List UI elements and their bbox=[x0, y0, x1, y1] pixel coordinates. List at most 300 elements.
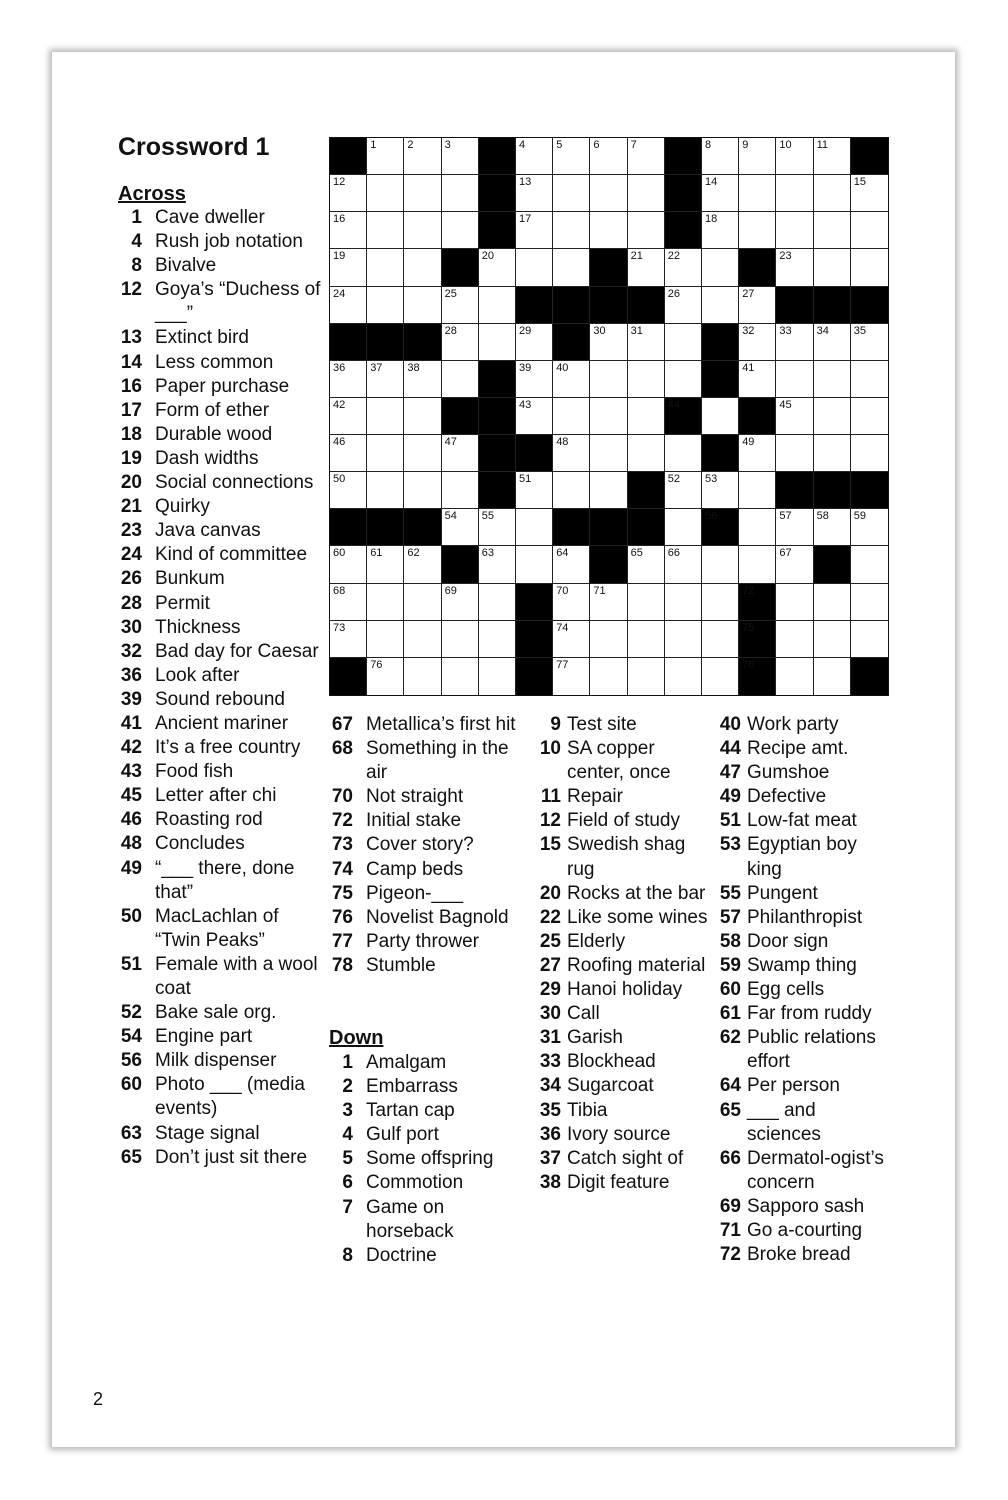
cell-number: 15 bbox=[853, 176, 867, 189]
clue-number: 4 bbox=[131, 231, 142, 253]
clue-number: 44 bbox=[719, 738, 741, 760]
grid-cell[interactable] bbox=[367, 435, 404, 472]
grid-cell[interactable] bbox=[516, 138, 553, 175]
grid-cell[interactable] bbox=[851, 584, 888, 621]
grid-cell[interactable] bbox=[851, 509, 888, 546]
grid-cell[interactable] bbox=[851, 435, 888, 472]
cell-number: 40 bbox=[556, 361, 569, 374]
grid-cell[interactable] bbox=[516, 324, 553, 361]
clue-item bbox=[323, 1171, 533, 1195]
grid-cell[interactable] bbox=[814, 435, 851, 472]
grid-cell[interactable] bbox=[851, 398, 888, 435]
grid-cell[interactable] bbox=[553, 546, 590, 583]
clue-number: 20 bbox=[120, 472, 142, 494]
grid-cell[interactable] bbox=[330, 212, 367, 249]
grid-cell[interactable] bbox=[851, 546, 888, 583]
clue-number: 32 bbox=[120, 640, 142, 662]
grid-block bbox=[814, 472, 851, 509]
grid-cell[interactable] bbox=[776, 584, 813, 621]
grid-cell[interactable] bbox=[553, 435, 590, 472]
grid-cell[interactable] bbox=[330, 249, 367, 286]
grid-cell[interactable] bbox=[851, 212, 888, 249]
grid-cell[interactable] bbox=[516, 361, 553, 398]
clue-number: 9 bbox=[550, 714, 561, 735]
grid-cell[interactable] bbox=[367, 361, 404, 398]
grid-cell[interactable] bbox=[665, 621, 702, 658]
grid-block bbox=[776, 287, 813, 324]
grid-cell[interactable] bbox=[702, 175, 739, 212]
grid-cell[interactable] bbox=[628, 621, 665, 658]
cell-number: 41 bbox=[742, 361, 755, 374]
clue-item bbox=[112, 784, 322, 808]
grid-cell[interactable] bbox=[814, 621, 851, 658]
grid-cell[interactable] bbox=[628, 175, 665, 212]
grid-cell[interactable] bbox=[776, 621, 813, 658]
grid-cell[interactable] bbox=[776, 324, 813, 361]
cell-number: 44 bbox=[667, 398, 681, 411]
cell-number: 26 bbox=[667, 287, 681, 300]
grid-cell[interactable] bbox=[628, 212, 665, 249]
cell-number: 36 bbox=[333, 361, 346, 374]
grid-cell[interactable] bbox=[590, 138, 627, 175]
grid-cell[interactable] bbox=[404, 287, 441, 324]
grid-cell[interactable] bbox=[739, 472, 776, 509]
grid-cell[interactable] bbox=[516, 472, 553, 509]
clue-text: Recipe amt. bbox=[747, 738, 849, 760]
grid-cell[interactable] bbox=[442, 658, 479, 695]
clue-item bbox=[323, 1075, 533, 1099]
grid-cell[interactable] bbox=[776, 398, 813, 435]
grid-cell[interactable] bbox=[665, 509, 702, 546]
grid-cell[interactable] bbox=[665, 546, 702, 583]
grid-cell[interactable] bbox=[628, 546, 665, 583]
grid-cell[interactable] bbox=[479, 509, 516, 546]
grid-cell[interactable] bbox=[553, 658, 590, 695]
clue-number: 3 bbox=[342, 1100, 353, 1122]
grid-cell[interactable] bbox=[702, 138, 739, 175]
clue-text: Java canvas bbox=[155, 520, 261, 542]
clue-number: 40 bbox=[719, 714, 741, 735]
grid-cell[interactable] bbox=[516, 212, 553, 249]
clue-text: Garish bbox=[567, 1027, 623, 1049]
clue-text: Novelist Bagnold bbox=[366, 906, 509, 928]
clue-item bbox=[323, 930, 533, 954]
clue-item bbox=[531, 1026, 711, 1050]
grid-cell[interactable] bbox=[404, 621, 441, 658]
grid-cell[interactable] bbox=[814, 138, 851, 175]
grid-cell[interactable] bbox=[628, 658, 665, 695]
grid-cell[interactable] bbox=[442, 361, 479, 398]
grid-cell[interactable] bbox=[479, 287, 516, 324]
grid-cell[interactable] bbox=[516, 546, 553, 583]
grid-block bbox=[628, 509, 665, 546]
across-heading: Across bbox=[118, 183, 186, 205]
clue-text: Repair bbox=[567, 786, 623, 808]
grid-cell[interactable] bbox=[702, 658, 739, 695]
grid-block bbox=[479, 138, 516, 175]
grid-block bbox=[553, 509, 590, 546]
grid-cell[interactable] bbox=[330, 398, 367, 435]
grid-cell[interactable] bbox=[851, 324, 888, 361]
clue-item bbox=[711, 785, 891, 809]
grid-cell[interactable] bbox=[628, 324, 665, 361]
grid-block bbox=[851, 472, 888, 509]
clue-text: Egg cells bbox=[747, 979, 825, 1001]
grid-cell[interactable] bbox=[665, 249, 702, 286]
grid-block bbox=[739, 249, 776, 286]
clue-item bbox=[711, 1026, 891, 1074]
clue-text: Something in the air bbox=[366, 738, 509, 784]
cell-number: 74 bbox=[556, 621, 569, 634]
grid-cell[interactable] bbox=[367, 287, 404, 324]
grid-cell[interactable] bbox=[516, 509, 553, 546]
cell-number: 59 bbox=[853, 510, 867, 523]
clue-number: 70 bbox=[331, 786, 353, 808]
clue-number: 34 bbox=[539, 1075, 561, 1097]
grid-cell[interactable] bbox=[739, 175, 776, 212]
clue-number: 27 bbox=[539, 954, 561, 976]
grid-cell[interactable] bbox=[330, 361, 367, 398]
grid-cell[interactable] bbox=[516, 175, 553, 212]
cell-number: 21 bbox=[630, 250, 643, 263]
grid-cell[interactable] bbox=[702, 398, 739, 435]
grid-cell[interactable] bbox=[367, 546, 404, 583]
clue-text: Rocks at the bar bbox=[567, 882, 706, 904]
grid-cell[interactable] bbox=[776, 435, 813, 472]
clue-item bbox=[711, 833, 891, 881]
grid-cell[interactable] bbox=[404, 584, 441, 621]
grid-cell[interactable] bbox=[814, 398, 851, 435]
grid-cell[interactable] bbox=[442, 175, 479, 212]
page-number: 2 bbox=[93, 1389, 104, 1409]
page-title: Crossword 1 bbox=[118, 133, 270, 161]
grid-cell[interactable] bbox=[628, 398, 665, 435]
grid-cell[interactable] bbox=[665, 435, 702, 472]
grid-cell[interactable] bbox=[702, 584, 739, 621]
clue-number: 30 bbox=[539, 1003, 561, 1025]
grid-cell[interactable] bbox=[776, 249, 813, 286]
clue-number: 63 bbox=[120, 1122, 142, 1144]
clue-item bbox=[531, 978, 711, 1002]
grid-cell[interactable] bbox=[404, 249, 441, 286]
clue-number: 14 bbox=[120, 351, 142, 373]
grid-block bbox=[516, 435, 553, 472]
cell-number: 49 bbox=[742, 436, 755, 449]
grid-cell[interactable] bbox=[739, 361, 776, 398]
cell-number: 8 bbox=[705, 139, 712, 151]
grid-cell[interactable] bbox=[665, 361, 702, 398]
grid-cell[interactable] bbox=[330, 621, 367, 658]
grid-cell[interactable] bbox=[814, 584, 851, 621]
grid-cell[interactable] bbox=[851, 175, 888, 212]
grid-cell[interactable] bbox=[590, 621, 627, 658]
grid-cell[interactable] bbox=[442, 509, 479, 546]
clue-text: Doctrine bbox=[366, 1244, 437, 1266]
cell-number: 14 bbox=[705, 176, 718, 189]
grid-cell[interactable] bbox=[776, 212, 813, 249]
grid-cell[interactable] bbox=[814, 658, 851, 695]
clue-number: 77 bbox=[331, 930, 353, 952]
grid-cell[interactable] bbox=[590, 324, 627, 361]
grid-cell[interactable] bbox=[479, 584, 516, 621]
grid-cell[interactable] bbox=[404, 361, 441, 398]
clue-number: 35 bbox=[539, 1099, 561, 1121]
grid-cell[interactable] bbox=[590, 175, 627, 212]
clue-number: 71 bbox=[719, 1219, 741, 1241]
grid-cell[interactable] bbox=[739, 287, 776, 324]
grid-cell[interactable] bbox=[590, 658, 627, 695]
cell-number: 6 bbox=[593, 139, 600, 151]
grid-cell[interactable] bbox=[814, 175, 851, 212]
grid-cell[interactable] bbox=[776, 546, 813, 583]
grid-cell[interactable] bbox=[367, 398, 404, 435]
clue-number: 36 bbox=[539, 1123, 561, 1145]
clue-text: Don’t just sit there bbox=[155, 1146, 308, 1168]
grid-cell[interactable] bbox=[628, 361, 665, 398]
clue-item bbox=[323, 1147, 533, 1171]
grid-cell[interactable] bbox=[442, 435, 479, 472]
grid-cell[interactable] bbox=[442, 584, 479, 621]
cell-number: 23 bbox=[779, 250, 792, 263]
grid-cell[interactable] bbox=[814, 249, 851, 286]
clue-item bbox=[531, 882, 711, 906]
clue-number: 31 bbox=[539, 1027, 561, 1049]
clue-text: Sound rebound bbox=[155, 688, 285, 710]
grid-cell[interactable] bbox=[404, 472, 441, 509]
grid-cell[interactable] bbox=[553, 398, 590, 435]
grid-cell[interactable] bbox=[702, 287, 739, 324]
grid-cell[interactable] bbox=[404, 212, 441, 249]
grid-cell[interactable] bbox=[702, 621, 739, 658]
cell-number: 13 bbox=[519, 176, 532, 189]
clue-text: Far from ruddy bbox=[747, 1003, 872, 1025]
clue-item bbox=[531, 833, 711, 881]
grid-cell[interactable] bbox=[553, 175, 590, 212]
grid-cell[interactable] bbox=[479, 546, 516, 583]
grid-cell[interactable] bbox=[442, 621, 479, 658]
grid-cell[interactable] bbox=[330, 287, 367, 324]
grid-cell[interactable] bbox=[330, 175, 367, 212]
grid-cell[interactable] bbox=[553, 361, 590, 398]
grid-cell[interactable] bbox=[330, 435, 367, 472]
grid-cell[interactable] bbox=[628, 138, 665, 175]
cell-number: 20 bbox=[481, 250, 495, 263]
grid-cell[interactable] bbox=[702, 546, 739, 583]
grid-cell[interactable] bbox=[739, 509, 776, 546]
grid-cell[interactable] bbox=[367, 621, 404, 658]
cell-number: 4 bbox=[519, 139, 526, 151]
grid-cell[interactable] bbox=[590, 435, 627, 472]
clue-item bbox=[531, 954, 711, 978]
grid-cell[interactable] bbox=[330, 472, 367, 509]
grid-cell[interactable] bbox=[442, 138, 479, 175]
grid-cell[interactable] bbox=[776, 138, 813, 175]
grid-block bbox=[479, 361, 516, 398]
grid-cell[interactable] bbox=[814, 324, 851, 361]
grid-cell[interactable] bbox=[851, 249, 888, 286]
grid-cell[interactable] bbox=[404, 546, 441, 583]
clue-item bbox=[711, 882, 891, 906]
grid-cell[interactable] bbox=[553, 621, 590, 658]
grid-block bbox=[442, 546, 479, 583]
grid-block bbox=[404, 324, 441, 361]
clue-text: Commotion bbox=[366, 1172, 464, 1194]
grid-cell[interactable] bbox=[702, 249, 739, 286]
grid-cell[interactable] bbox=[628, 435, 665, 472]
cell-number: 58 bbox=[816, 510, 829, 523]
clue-number: 8 bbox=[131, 255, 142, 277]
grid-cell[interactable] bbox=[404, 398, 441, 435]
grid-cell[interactable] bbox=[367, 138, 404, 175]
clue-text: Cover story? bbox=[366, 834, 474, 856]
grid-cell[interactable] bbox=[665, 658, 702, 695]
grid-cell[interactable] bbox=[665, 287, 702, 324]
grid-cell[interactable] bbox=[776, 509, 813, 546]
grid-cell[interactable] bbox=[367, 175, 404, 212]
grid-cell[interactable] bbox=[665, 472, 702, 509]
grid-block bbox=[479, 398, 516, 435]
cell-number: 10 bbox=[779, 139, 792, 151]
grid-cell[interactable] bbox=[553, 584, 590, 621]
clue-number: 50 bbox=[120, 905, 142, 927]
grid-block bbox=[739, 584, 776, 621]
grid-cell[interactable] bbox=[776, 658, 813, 695]
clue-text: Bunkum bbox=[155, 568, 225, 590]
grid-cell[interactable] bbox=[442, 212, 479, 249]
grid-cell[interactable] bbox=[739, 138, 776, 175]
clue-number: 45 bbox=[120, 785, 142, 807]
grid-cell[interactable] bbox=[553, 138, 590, 175]
grid-cell[interactable] bbox=[404, 138, 441, 175]
grid-cell[interactable] bbox=[590, 398, 627, 435]
grid-cell[interactable] bbox=[553, 212, 590, 249]
clue-text: Stage signal bbox=[155, 1122, 260, 1144]
grid-cell[interactable] bbox=[479, 658, 516, 695]
clue-text: Embarrass bbox=[366, 1076, 458, 1098]
grid-cell[interactable] bbox=[479, 324, 516, 361]
clue-text: Like some wines bbox=[567, 906, 708, 928]
grid-cell[interactable] bbox=[590, 472, 627, 509]
grid-cell[interactable] bbox=[404, 435, 441, 472]
clue-text: Goya’s “Duchess of ___” bbox=[155, 279, 321, 325]
clue-item bbox=[112, 375, 322, 399]
clue-number: 49 bbox=[719, 786, 741, 808]
grid-cell[interactable] bbox=[776, 175, 813, 212]
grid-cell[interactable] bbox=[330, 584, 367, 621]
clue-text: Game on horseback bbox=[366, 1196, 454, 1242]
clue-item bbox=[711, 761, 891, 785]
grid-cell[interactable] bbox=[367, 472, 404, 509]
grid-cell[interactable] bbox=[330, 546, 367, 583]
clue-text: Thickness bbox=[155, 616, 241, 638]
grid-cell[interactable] bbox=[814, 212, 851, 249]
clue-item bbox=[323, 906, 533, 930]
grid-cell[interactable] bbox=[628, 584, 665, 621]
grid-cell[interactable] bbox=[516, 249, 553, 286]
grid-cell[interactable] bbox=[739, 546, 776, 583]
grid-block bbox=[628, 287, 665, 324]
grid-cell[interactable] bbox=[367, 249, 404, 286]
cell-number: 70 bbox=[556, 584, 569, 597]
clue-number: 41 bbox=[120, 712, 142, 734]
clue-item bbox=[531, 1147, 711, 1171]
grid-cell[interactable] bbox=[739, 435, 776, 472]
clue-text: Swamp thing bbox=[747, 954, 857, 976]
clue-text: Door sign bbox=[747, 930, 829, 952]
clue-number: 28 bbox=[120, 592, 142, 614]
grid-cell[interactable] bbox=[665, 584, 702, 621]
grid-cell[interactable] bbox=[590, 584, 627, 621]
grid-cell[interactable] bbox=[665, 324, 702, 361]
grid-cell[interactable] bbox=[590, 212, 627, 249]
grid-cell[interactable] bbox=[776, 361, 813, 398]
grid-block bbox=[367, 324, 404, 361]
grid-cell[interactable] bbox=[553, 472, 590, 509]
grid-block bbox=[553, 287, 590, 324]
cell-number: 19 bbox=[333, 250, 346, 263]
clue-item bbox=[531, 785, 711, 809]
grid-cell[interactable] bbox=[404, 658, 441, 695]
grid-cell[interactable] bbox=[739, 324, 776, 361]
cell-number: 68 bbox=[333, 584, 346, 597]
clue-item bbox=[711, 1002, 891, 1026]
cell-number: 65 bbox=[630, 547, 643, 560]
grid-cell[interactable] bbox=[851, 361, 888, 398]
grid-cell[interactable] bbox=[479, 621, 516, 658]
clue-item bbox=[112, 1146, 322, 1170]
grid-cell[interactable] bbox=[367, 212, 404, 249]
clue-text: Sugarcoat bbox=[567, 1075, 654, 1097]
grid-cell[interactable] bbox=[553, 249, 590, 286]
clue-item bbox=[531, 809, 711, 833]
clue-number: 66 bbox=[719, 1147, 741, 1169]
cell-number: 45 bbox=[779, 398, 792, 411]
grid-block bbox=[665, 398, 702, 435]
grid-cell[interactable] bbox=[367, 658, 404, 695]
clue-item bbox=[112, 1001, 322, 1025]
grid-cell[interactable] bbox=[814, 509, 851, 546]
clue-text: Ivory source bbox=[567, 1123, 671, 1145]
clue-text: Roofing material bbox=[567, 954, 706, 976]
clue-text: Milk dispenser bbox=[155, 1050, 277, 1072]
grid-cell[interactable] bbox=[814, 361, 851, 398]
grid-cell[interactable] bbox=[442, 324, 479, 361]
grid-cell[interactable] bbox=[367, 584, 404, 621]
cell-number: 62 bbox=[407, 547, 420, 560]
cell-number: 29 bbox=[519, 324, 532, 337]
clue-text: Stumble bbox=[366, 954, 436, 976]
clue-number: 49 bbox=[120, 857, 142, 879]
grid-cell[interactable] bbox=[628, 249, 665, 286]
grid-cell[interactable] bbox=[702, 472, 739, 509]
grid-cell[interactable] bbox=[702, 212, 739, 249]
grid-cell[interactable] bbox=[442, 287, 479, 324]
clue-text: Bake sale org. bbox=[155, 1002, 277, 1024]
grid-cell[interactable] bbox=[516, 398, 553, 435]
grid-cell[interactable] bbox=[404, 175, 441, 212]
cell-number: 43 bbox=[519, 398, 532, 411]
clue-item bbox=[323, 833, 533, 857]
grid-cell[interactable] bbox=[851, 621, 888, 658]
grid-cell[interactable] bbox=[479, 249, 516, 286]
grid-cell[interactable] bbox=[590, 361, 627, 398]
grid-cell[interactable] bbox=[739, 212, 776, 249]
clue-number: 53 bbox=[719, 834, 741, 856]
grid-cell[interactable] bbox=[442, 472, 479, 509]
clue-text: Broke bread bbox=[747, 1244, 851, 1266]
cell-number: 9 bbox=[742, 139, 749, 151]
clue-text: Public relations effort bbox=[747, 1027, 876, 1073]
